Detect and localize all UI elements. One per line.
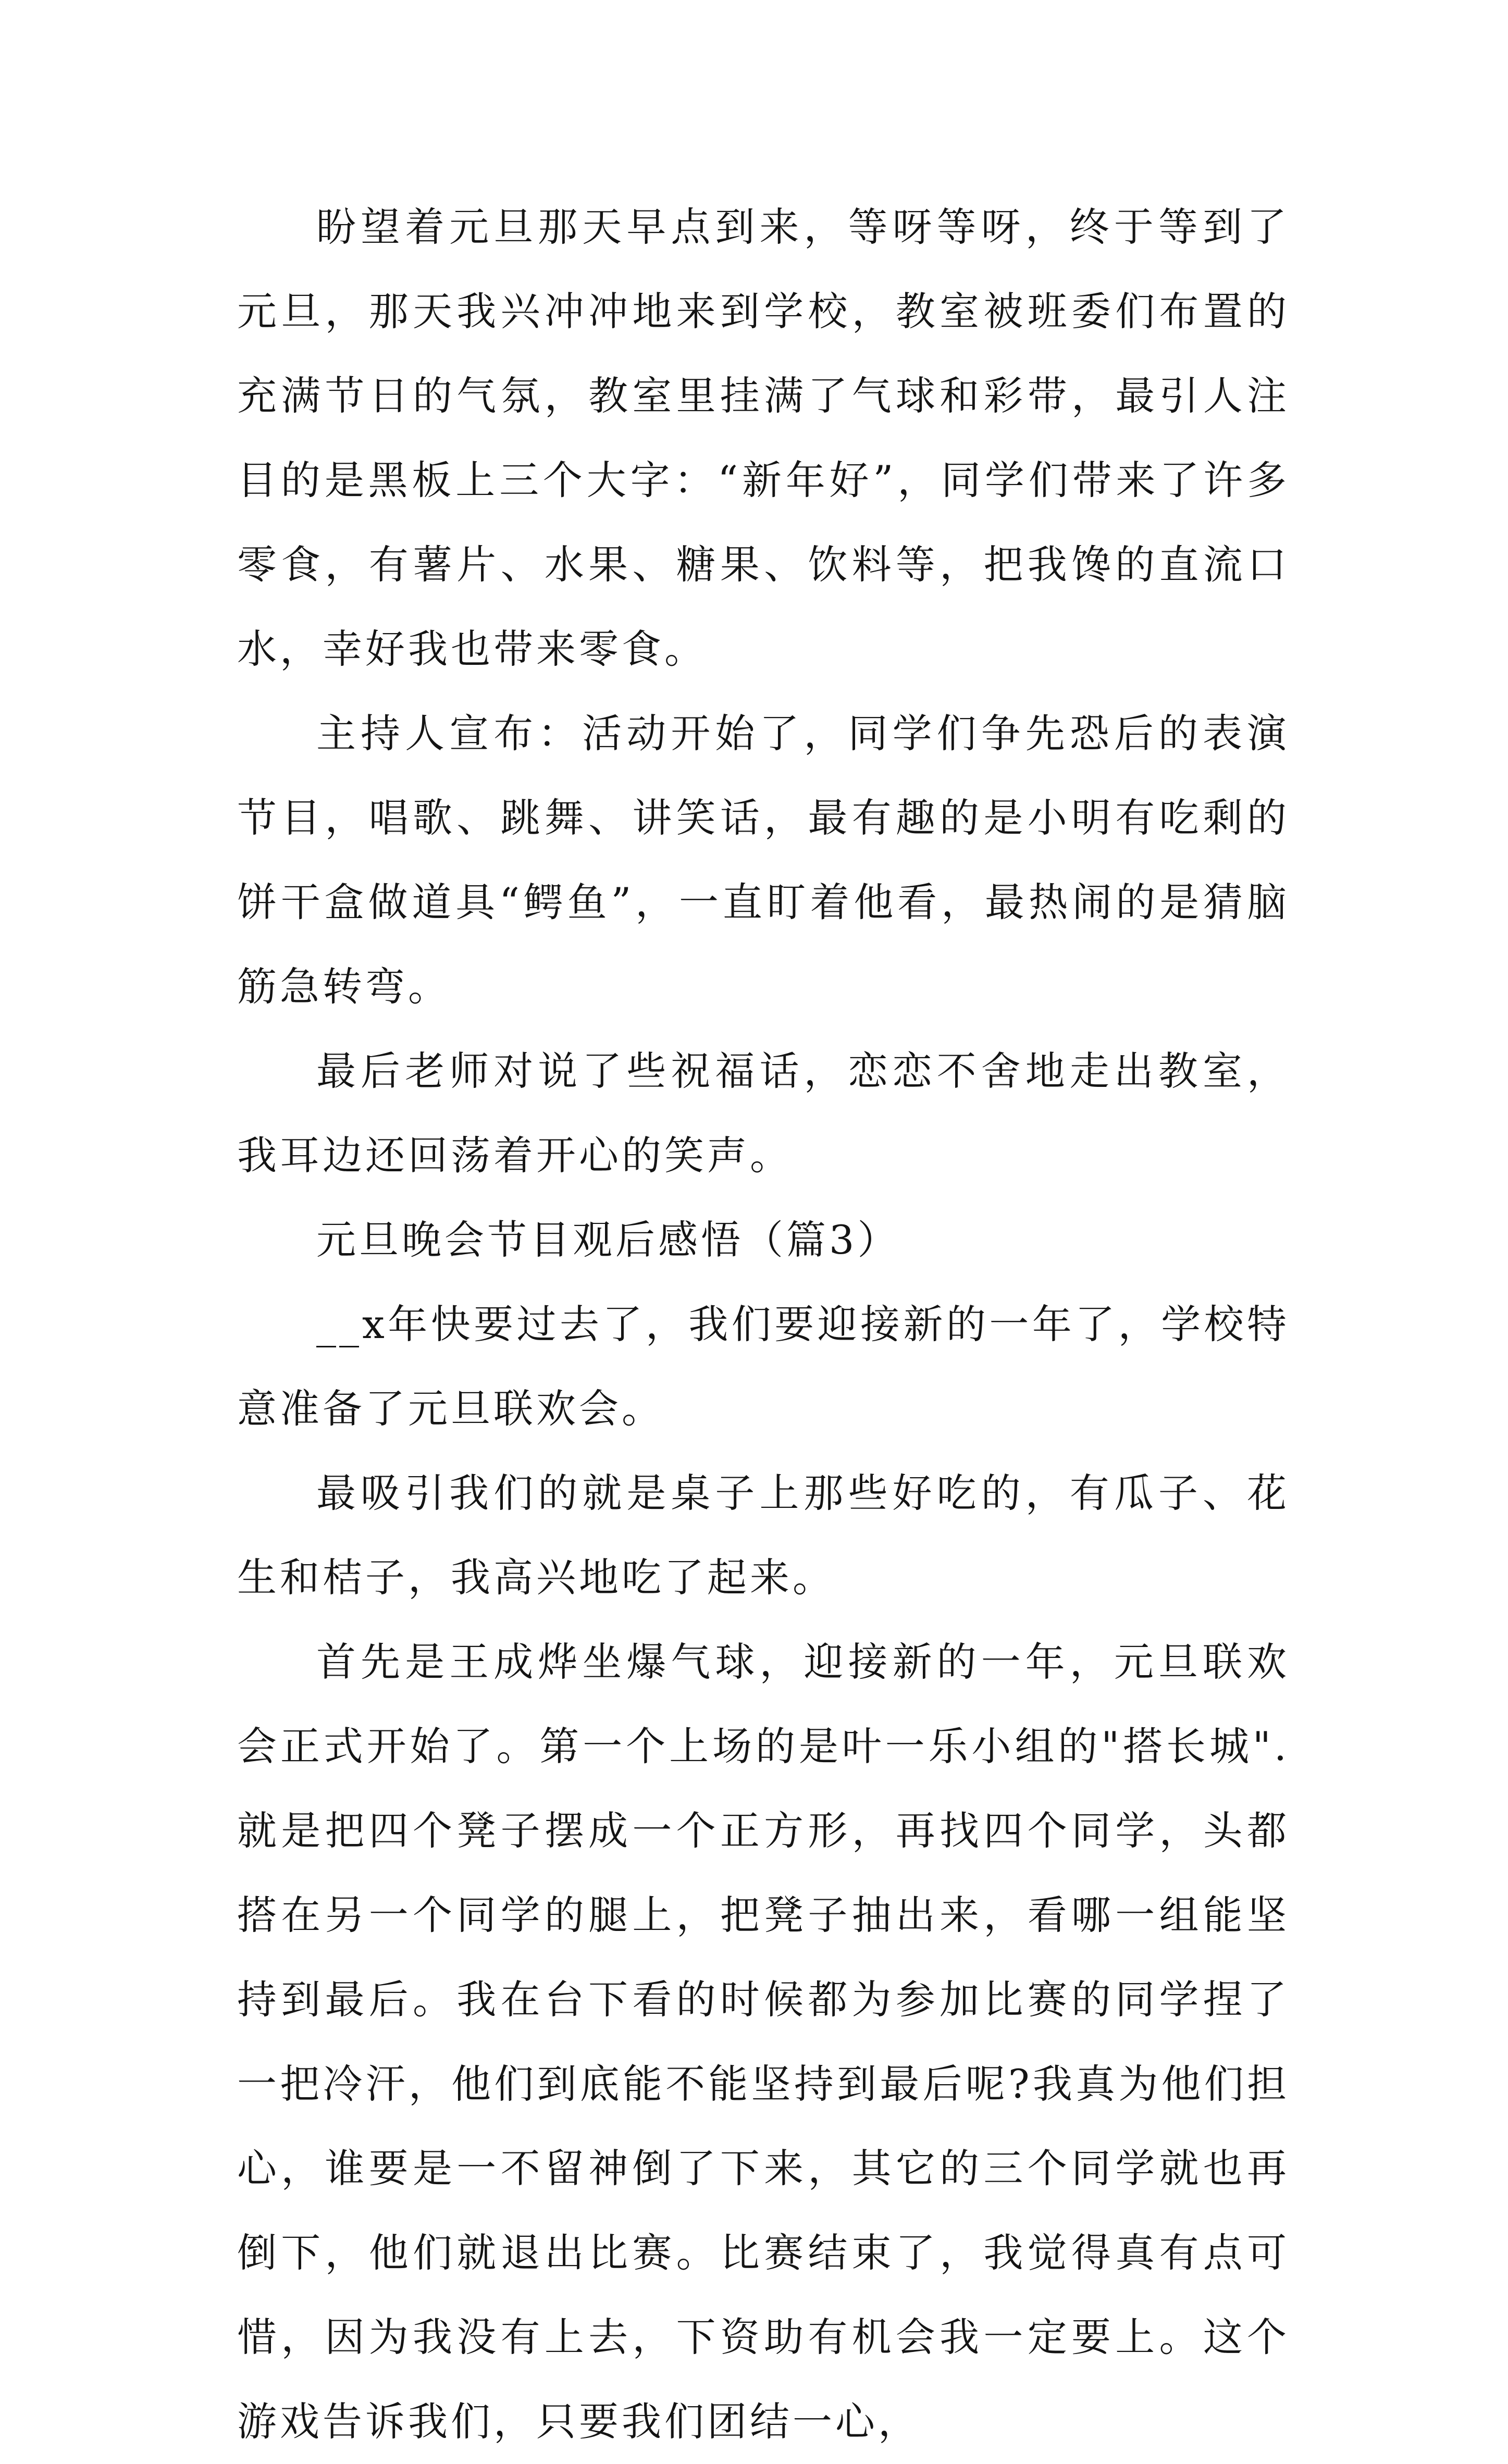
paragraph-5: 最吸引我们的就是桌子上那些好吃的，有瓜子、花生和桔子，我高兴地吃了起来。	[237, 1470, 1290, 1601]
document-body	[237, 185, 1290, 2464]
paragraph-2: 主持人宣布：活动开始了，同学们争先恐后的表演节目，唱歌、跳舞、讲笑话，最有趣的是小明有吃剩的饼干盒做道具“鳄鱼”，一直盯着他看，最热闹的是猜脑筋急转弯。	[237, 710, 1290, 1010]
paragraph-4: __x年快要过去了，我们要迎接新的一年了，学校特意准备了元旦联欢会。	[237, 1301, 1290, 1432]
paragraph-1: 盼望着元旦那天早点到来，等呀等呀，终于等到了元旦，那天我兴冲冲地来到学校，教室被班委们布置的充满节日的气氛，教室里挂满了气球和彩带，最引人注目的是黑板上三个大字：“新年好”，同学们带来了许多零食，有薯片、水果、糖果、饮料等，把我馋的直流口水，幸好我也带来零食。	[237, 204, 1290, 672]
section-heading: 元旦晚会节目观后感悟（篇3）	[316, 1217, 900, 1263]
paragraph-6: 首先是王成烨坐爆气球，迎接新的一年，元旦联欢会正式开始了。第一个上场的是叶一乐小组的"搭长城".就是把四个凳子摆成一个正方形，再找四个同学，头都搭在另一个同学的腿上，把凳子抽出来，看哪一组能坚持到最后。我在台下看的时候都为参加比赛的同学捏了一把冷汗，他们到底能不能坚持到最后呢?我真为他们担心，谁要是一不留神倒了下来，其它的三个同学就也再倒下，他们就退出比赛。比赛结束了，我觉得真有点可惜，因为我没有上去，下资助有机会我一定要上。这个游戏告诉我们，只要我们团结一心，	[237, 1639, 1290, 2445]
paragraph-3: 最后老师对说了些祝福话，恋恋不舍地走出教室，我耳边还回荡着开心的笑声。	[237, 1048, 1290, 1179]
